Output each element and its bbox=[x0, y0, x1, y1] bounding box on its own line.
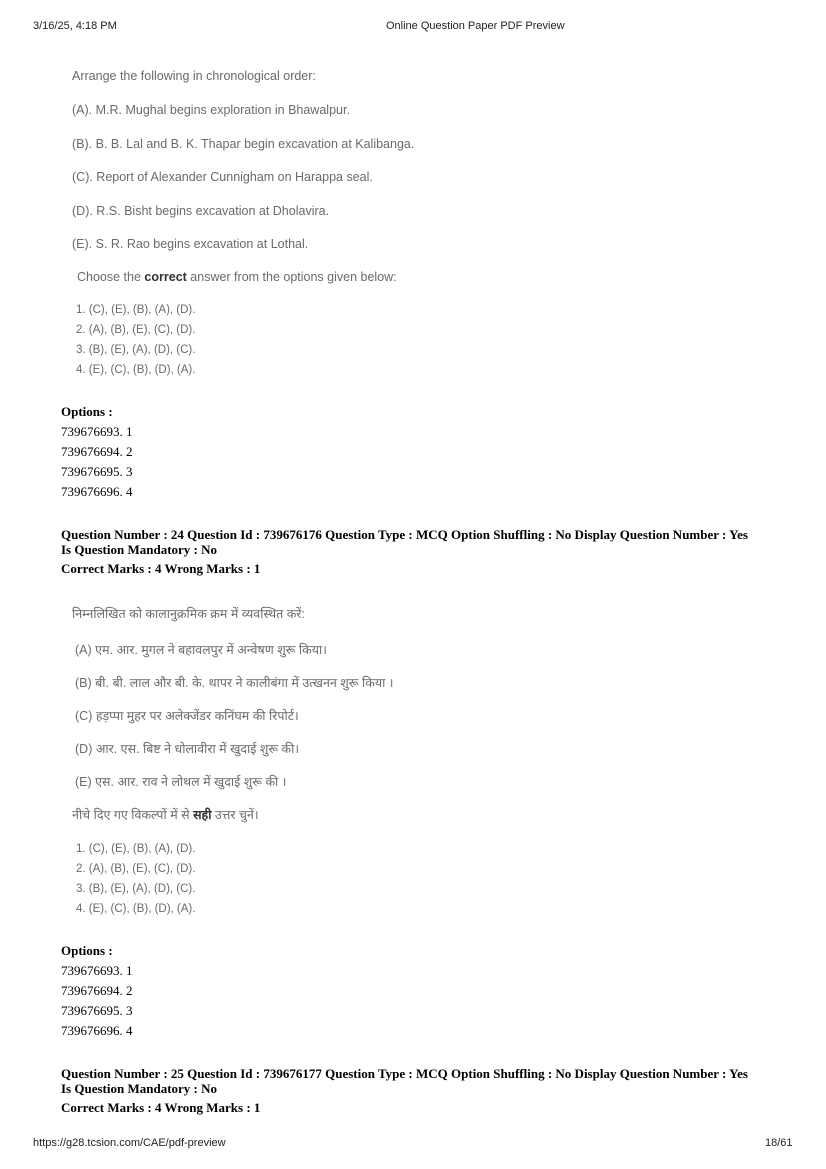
q24-meta-line1: Question Number : 24 Question Id : 739676176 Question Type : MCQ Option Shuffling : No Display Question Number : Yes bbox=[61, 527, 748, 542]
statement-b: (B). B. B. Lal and B. K. Thapar begin excavation at Kalibanga. bbox=[72, 137, 415, 151]
answer-choice-2: 2. (A), (B), (E), (C), (D). bbox=[76, 324, 196, 336]
answer-choice-1: 1. (C), (E), (B), (A), (D). bbox=[76, 304, 196, 316]
question-prompt: Arrange the following in chronological order: bbox=[72, 69, 316, 83]
statement-c: (C) हड़प्पा मुहर पर अलेक्जेंडर कनिंघम की रिपोर्ट। bbox=[75, 709, 299, 723]
statement-c: (C). Report of Alexander Cunnigham on Harappa seal. bbox=[72, 170, 373, 184]
answer-choice-4: 4. (E), (C), (B), (D), (A). bbox=[76, 903, 196, 915]
option-item: 739676694. 2 bbox=[61, 983, 133, 998]
answer-choice-1: 1. (C), (E), (B), (A), (D). bbox=[76, 843, 196, 855]
statement-e: (E). S. R. Rao begins excavation at Lothal. bbox=[72, 237, 309, 251]
answer-choice-3: 3. (B), (E), (A), (D), (C). bbox=[76, 344, 196, 356]
statement-e: (E) एस. आर. राव ने लोथल में खुदाई शुरू की । bbox=[75, 775, 287, 789]
statement-a: (A). M.R. Mughal begins exploration in Bhawalpur. bbox=[72, 103, 350, 117]
option-item: 739676693. 1 bbox=[61, 424, 133, 439]
answer-choice-3: 3. (B), (E), (A), (D), (C). bbox=[76, 883, 196, 895]
choose-instruction: नीचे दिए गए विकल्पों में से सही उत्तर चुनें। bbox=[72, 808, 259, 822]
question-prompt: निम्नलिखित को कालानुक्रमिक क्रम में व्यवस्थित करें: bbox=[72, 607, 305, 621]
choose-instruction: Choose the correct answer from the options given below: bbox=[77, 270, 397, 284]
q25-meta-line2: Is Question Mandatory : No bbox=[61, 1081, 218, 1096]
print-datetime: 3/16/25, 4:18 PM bbox=[33, 20, 117, 32]
page-title: Online Question Paper PDF Preview bbox=[386, 20, 565, 32]
options-label: Options : bbox=[61, 943, 113, 958]
statement-b: (B) बी. बी. लाल और बी. के. थापर ने कालीबंगा में उत्खनन शुरू किया । bbox=[75, 676, 394, 690]
page-number: 18/61 bbox=[765, 1137, 793, 1149]
statement-d: (D) आर. एस. बिष्ट ने धोलावीरा में खुदाई शुरू की। bbox=[75, 742, 300, 756]
statement-d: (D). R.S. Bisht begins excavation at Dholavira. bbox=[72, 204, 330, 218]
option-item: 739676695. 3 bbox=[61, 1003, 133, 1018]
q25-meta-line1: Question Number : 25 Question Id : 739676177 Question Type : MCQ Option Shuffling : No Display Question Number : Yes bbox=[61, 1066, 748, 1081]
answer-choice-2: 2. (A), (B), (E), (C), (D). bbox=[76, 863, 196, 875]
page-url-link[interactable]: https://g28.tcsion.com/CAE/pdf-preview bbox=[33, 1137, 226, 1149]
options-label: Options : bbox=[61, 404, 113, 419]
q24-meta-line2: Is Question Mandatory : No bbox=[61, 542, 218, 557]
option-item: 739676693. 1 bbox=[61, 963, 133, 978]
q24-meta-line3: Correct Marks : 4 Wrong Marks : 1 bbox=[61, 561, 261, 576]
option-item: 739676694. 2 bbox=[61, 444, 133, 459]
option-item: 739676695. 3 bbox=[61, 464, 133, 479]
q25-meta-line3: Correct Marks : 4 Wrong Marks : 1 bbox=[61, 1100, 261, 1115]
statement-a: (A) एम. आर. मुगल ने बहावलपुर में अन्वेषण शुरू किया। bbox=[75, 643, 327, 657]
option-item: 739676696. 4 bbox=[61, 484, 133, 499]
answer-choice-4: 4. (E), (C), (B), (D), (A). bbox=[76, 364, 196, 376]
option-item: 739676696. 4 bbox=[61, 1023, 133, 1038]
